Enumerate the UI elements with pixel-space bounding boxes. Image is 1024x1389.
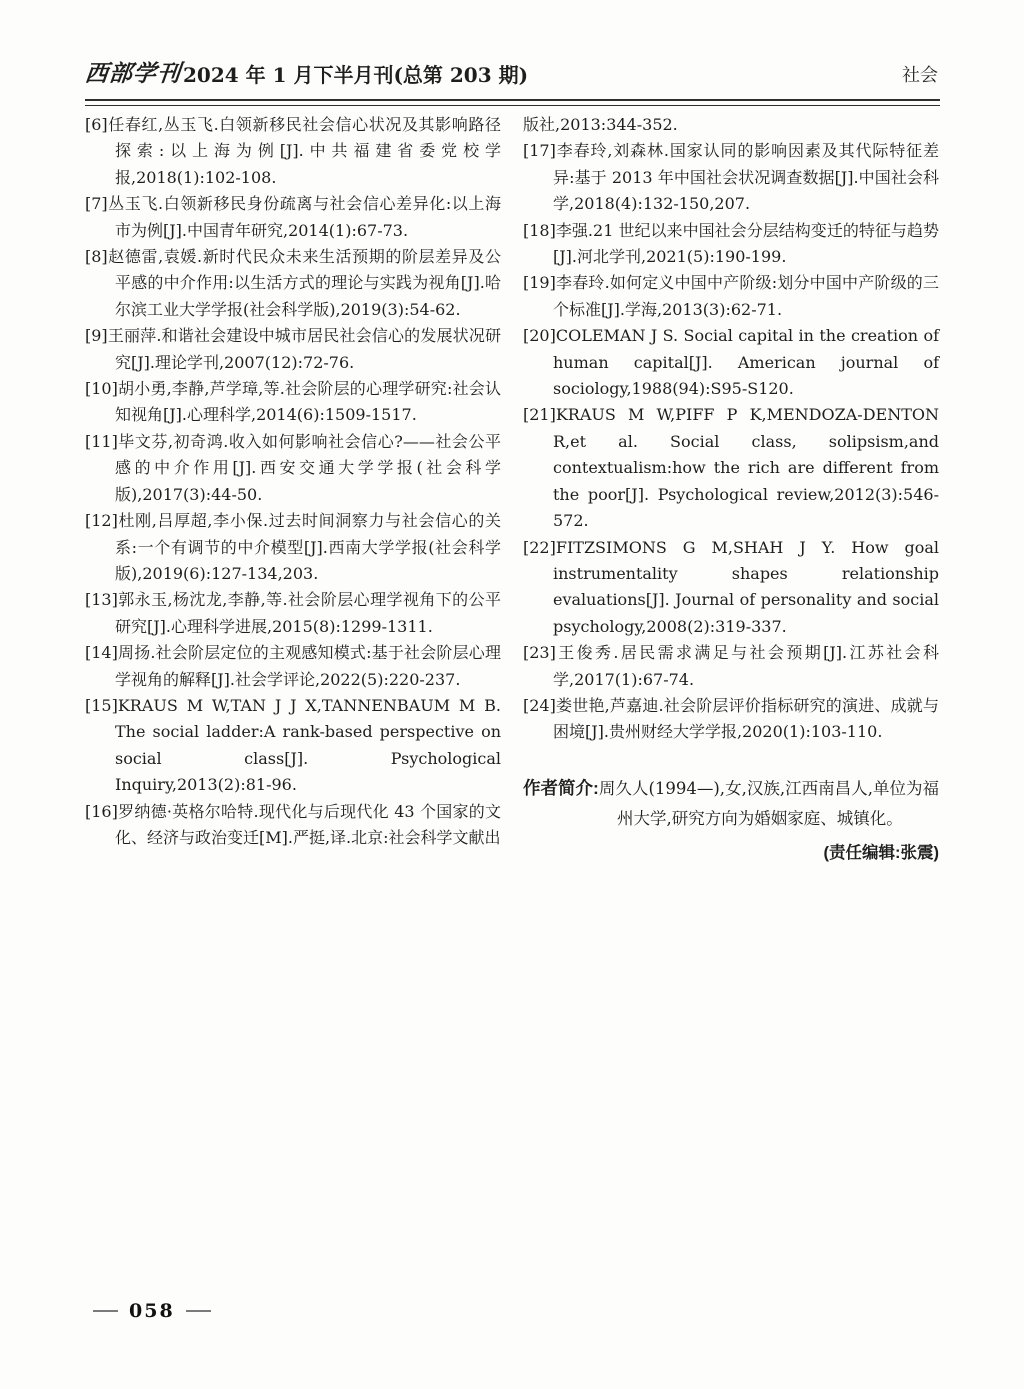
reference-text: 毕文芬,初奇鸿.收入如何影响社会信心?——社会公平感的中介作用[J].西安交通大学学报(社会科学版),2017(3):44-50. (115, 431, 501, 504)
reference-number: [18] (523, 220, 556, 240)
journal-issue-info: 2024 年 1 月下半月刊(总第 203 期) (183, 63, 529, 87)
reference-number: [24] (523, 695, 556, 715)
page-number: 058 (129, 1299, 175, 1322)
reference-number: [23] (523, 643, 556, 663)
section-label: 社会 (902, 65, 938, 86)
reference-item (85, 244, 501, 323)
reference-text: 罗纳德·英格尔哈特.现代化与后现代化 43 个国家的文化、经济与政治变迁[M].严挺,译.北京:社会科学文献出 (115, 801, 501, 847)
author-bio (523, 773, 939, 834)
reference-text: 李强.21 世纪以来中国社会分层结构变迁的特征与趋势[J].河北学刊,2021(5):190-199. (553, 220, 939, 267)
reference-continuation: 版社,2013:344-352. (523, 115, 678, 134)
reference-item (523, 138, 939, 217)
reference-text: KRAUS M W,PIFF P K,MENDOZA-DENTON R,et al. Social class, solipsism,and contextualism:how the rich are different from the poor[J]. Psychological review,2012(3):546-572. (553, 405, 939, 531)
reference-text: 丛玉飞.白领新移民身份疏离与社会信心差异化:以上海市为例[J].中国青年研究,2014(1):67-73. (107, 194, 501, 240)
reference-number: [7] (85, 194, 108, 214)
reference-number: [20] (523, 326, 556, 346)
references-column-left (85, 112, 501, 866)
reference-item (523, 402, 939, 534)
reference-item (85, 429, 501, 508)
footer-dash-left (93, 1310, 118, 1312)
reference-text: 李春玲,刘森林.国家认同的影响因素及其代际特征差异:基于 2013 年中国社会状况调查数据[J].中国社会科学,2018(4):132-150,207. (553, 141, 939, 214)
reference-item (523, 640, 939, 693)
reference-item (85, 323, 501, 376)
reference-text: 赵德雷,袁媛.新时代民众未来生活预期的阶层差异及公平感的中介作用:以生活方式的理论与实践为视角[J].哈尔滨工业大学学报(社会科学版),2019(3):54-62. (107, 247, 501, 319)
references-list-right (523, 138, 939, 745)
reference-item (523, 218, 939, 271)
reference-text: 李春玲.如何定义中国中产阶级:划分中国中产阶级的三个标准[J].学海,2013(3):62-71. (553, 273, 939, 319)
reference-number: [12] (85, 511, 118, 531)
editor-note: (责任编辑:张震) (823, 843, 939, 862)
reference-text: 杜刚,吕厚超,李小保.过去时间洞察力与社会信心的关系:一个有调节的中介模型[J].西南大学学报(社会科学版),2019(6):127-134,203. (115, 511, 501, 583)
reference-text: 周扬.社会阶层定位的主观感知模式:基于社会阶层心理学视角的解释[J].社会学评论,2022(5):220-237. (115, 643, 501, 689)
reference-text: 王丽萍.和谐社会建设中城市居民社会信心的发展状况研究[J].理论学刊,2007(12):72-76. (107, 326, 501, 372)
references-area (85, 112, 938, 866)
references-column-right (523, 112, 939, 866)
reference-item (85, 693, 501, 799)
reference-item (85, 508, 501, 587)
footer-dash-right (186, 1310, 211, 1312)
reference-number: [10] (85, 379, 118, 399)
reference-item (85, 376, 501, 429)
reference-item (85, 640, 501, 693)
reference-text: 胡小勇,李静,芦学璋,等.社会阶层的心理学研究:社会认知视角[J].心理科学,2014(6):1509-1517. (115, 379, 501, 425)
reference-item (523, 270, 939, 323)
reference-text: FITZSIMONS G M,SHAH J Y. How goal instrumentality shapes relationship evaluations[J]. Journal of personality and social psychology,2008(2):319-337. (553, 537, 939, 636)
header-left (85, 62, 528, 85)
page-header (85, 62, 938, 85)
reference-number: [17] (523, 141, 556, 161)
reference-text: KRAUS M W,TAN J J X,TANNENBAUM M B. The social ladder:A rank-based perspective on social class[J]. Psychological Inquiry,2013(2):81-96. (115, 695, 501, 795)
reference-number: [19] (523, 273, 556, 293)
reference-number: [16] (85, 801, 118, 821)
reference-item (85, 587, 501, 640)
reference-text: 任春红,丛玉飞.白领新移民社会信心状况及其影响路径探索:以上海为例[J].中共福建省委党校学报,2018(1):102-108. (107, 115, 501, 187)
author-bio-label: 作者简介: (523, 777, 599, 798)
reference-item (523, 323, 939, 402)
reference-text: 郭永玉,杨沈龙,李静,等.社会阶层心理学视角下的公平研究[J].心理科学进展,2015(8):1299-1311. (115, 590, 501, 636)
reference-item (85, 799, 501, 852)
reference-number: [14] (85, 643, 118, 663)
reference-number: [6] (85, 115, 108, 134)
reference-number: [8] (85, 247, 108, 267)
reference-number: [15] (85, 695, 118, 715)
reference-number: [9] (85, 326, 108, 346)
reference-number: [21] (523, 405, 556, 425)
reference-number: [22] (523, 537, 556, 557)
reference-number: [13] (85, 590, 118, 610)
author-bio-text: 周久人(1994—),女,汉族,江西南昌人,单位为福州大学,研究方向为婚姻家庭、城镇化。 (598, 778, 939, 828)
reference-text: 王俊秀.居民需求满足与社会预期[J].江苏社会科学,2017(1):67-74. (553, 643, 939, 689)
page-footer (93, 1300, 211, 1322)
reference-item (523, 535, 939, 641)
header-double-rule (85, 99, 940, 106)
journal-logo: 西部学刊 (83, 60, 183, 87)
reference-item (523, 693, 939, 746)
reference-text: COLEMAN J S. Social capital in the creation of human capital[J]. American journal of sociology,1988(94):S95-S120. (553, 326, 939, 399)
reference-text: 娄世艳,芦嘉迪.社会阶层评价指标研究的演进、成就与困境[J].贵州财经大学学报,2020(1):103-110. (553, 695, 939, 742)
reference-number: [11] (85, 431, 118, 451)
reference-item (85, 191, 501, 244)
reference-item (85, 112, 501, 191)
